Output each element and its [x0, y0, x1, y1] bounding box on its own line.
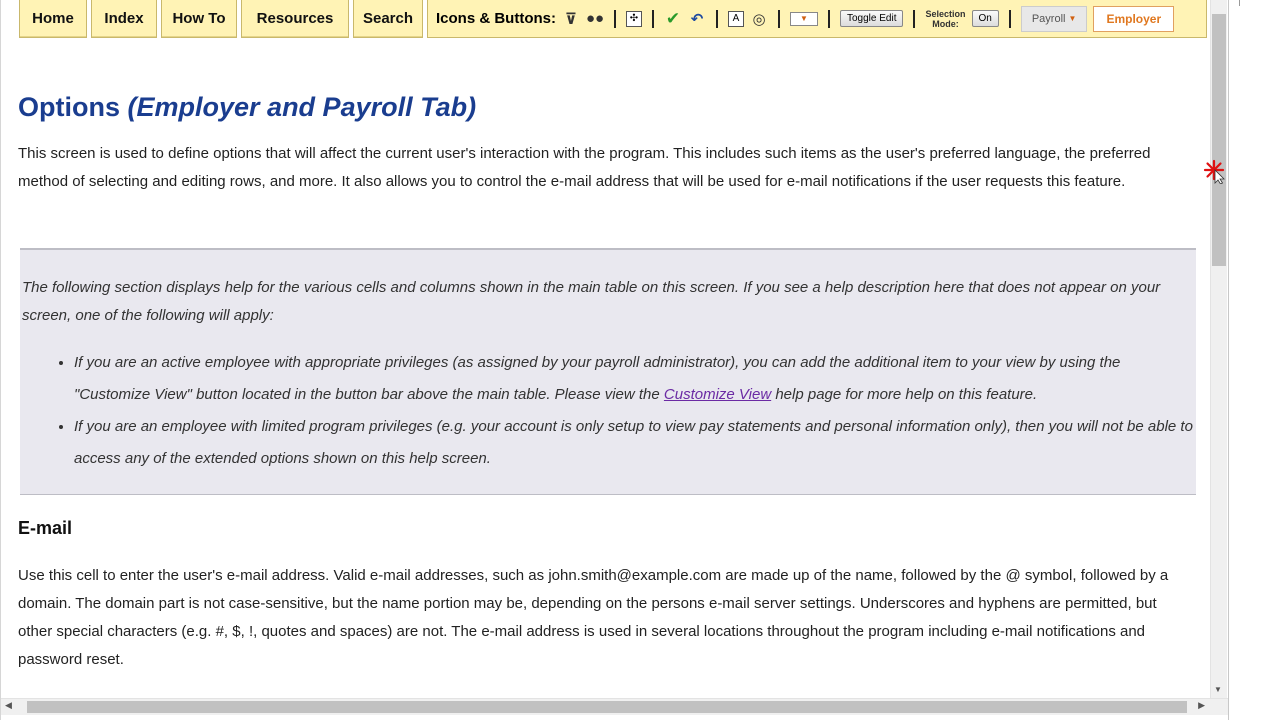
scroll-right-arrow-icon[interactable]: ▶ [1198, 700, 1205, 710]
payroll-tab-button[interactable] [1021, 6, 1088, 32]
separator [913, 10, 915, 28]
filter-icon[interactable]: ⊽ [564, 10, 578, 28]
separator [1009, 10, 1011, 28]
scroll-left-arrow-icon[interactable]: ◀ [5, 700, 12, 710]
checkmark-icon[interactable]: ✔ [665, 8, 681, 28]
selection-mode-toggle[interactable]: On [972, 10, 999, 27]
icons-buttons-bar [427, 0, 1207, 38]
help-note-list [74, 347, 1194, 475]
separator [652, 10, 654, 28]
nav-home-button[interactable]: Home [19, 0, 87, 38]
selection-mode-label-line1: Selection [925, 8, 966, 19]
list-item: • If you are an employee with limited program privileges (e.g. your account is only setup to view pay statements and personal information only), then you will not be able to access any of the extended options shown on this help screen. [74, 411, 1194, 475]
separator [716, 10, 718, 28]
vertical-scrollbar[interactable] [1210, 0, 1227, 698]
horizontal-scroll-thumb[interactable] [27, 701, 1187, 713]
page-title-sub: (Employer and Payroll Tab) [127, 92, 477, 122]
selection-mode-label-line2: Mode: [932, 18, 959, 29]
employer-tab-button[interactable]: Employer [1093, 6, 1174, 32]
help-note-lead: The following section displays help for the various cells and columns shown in the main table on this screen. If you see a help description here that does not appear on your screen, one of the following will apply: [22, 279, 1161, 324]
adjacent-window-control [1239, 0, 1280, 6]
page-title [18, 92, 476, 123]
adjacent-window-edge [1228, 0, 1280, 720]
intro-paragraph: This screen is used to define options that will affect the current user's interaction with the program. This includes such items as the user's preferred language, the preferred method of selecting and editing rows, and more. It also allows you to control the e-mail address that will be used for e-mail notifications if the user requests this feature. [18, 145, 1151, 190]
separator [614, 10, 616, 28]
scroll-down-arrow-icon[interactable]: ▼ [1214, 685, 1222, 694]
icons-buttons-label: Icons & Buttons: [436, 10, 556, 27]
page-title-main: Options [18, 92, 120, 122]
text-format-icon[interactable]: A [728, 11, 744, 27]
toggle-edit-button[interactable]: Toggle Edit [840, 10, 903, 27]
dropdown-icon[interactable]: ▼ [790, 12, 818, 26]
nav-resources-button[interactable]: Resources [241, 0, 349, 38]
click-indicator-icon [1202, 158, 1228, 184]
payroll-tab-label: Payroll [1031, 12, 1066, 25]
bullet1-text-end: help page for more help on this feature. [771, 386, 1038, 403]
email-description: Use this cell to enter the user's e-mail address. Valid e-mail addresses, such as john.smith@example.com are made up of the name, followed by the @ symbol, followed by a domain. The domain part is not case-sensitive, but the name portion may be, depending on the persons e-mail server settings. Underscores and hyphens are permitted, but other special characters (e.g. #, $, !, quotes and spaces) are not. The e-mail address is used in several locations throughout the program including e-mail notifications and password reset. [18, 567, 1169, 668]
window-bottom-edge [1, 715, 1229, 720]
nav-howto-button[interactable]: How To [161, 0, 237, 38]
refresh-icon[interactable]: ◎ [752, 10, 766, 28]
separator [828, 10, 830, 28]
separator [778, 10, 780, 28]
nav-index-button[interactable]: Index [91, 0, 157, 38]
vertical-scroll-thumb[interactable] [1212, 14, 1226, 266]
selection-mode-label [925, 9, 965, 29]
bullet1-text: If you are an active employee with appropriate privileges (as assigned by your payroll administrator), you can add the additional item to your view by using the "Customize View" button located in the button bar above the main table. Please view the [74, 354, 1121, 403]
chevron-down-icon: ▼ [1068, 14, 1077, 23]
nav-search-button[interactable]: Search [353, 0, 423, 38]
grid-select-icon[interactable]: ✣ [626, 11, 642, 27]
customize-view-link[interactable]: Customize View [663, 386, 772, 403]
email-heading: E-mail [18, 518, 73, 538]
list-item [74, 347, 1194, 411]
help-note-box [20, 248, 1196, 495]
undo-icon[interactable]: ↶ [690, 10, 704, 28]
horizontal-scrollbar[interactable] [1, 698, 1229, 715]
help-nav-bar [19, 0, 1207, 40]
binoculars-icon[interactable]: ●● [586, 10, 605, 27]
